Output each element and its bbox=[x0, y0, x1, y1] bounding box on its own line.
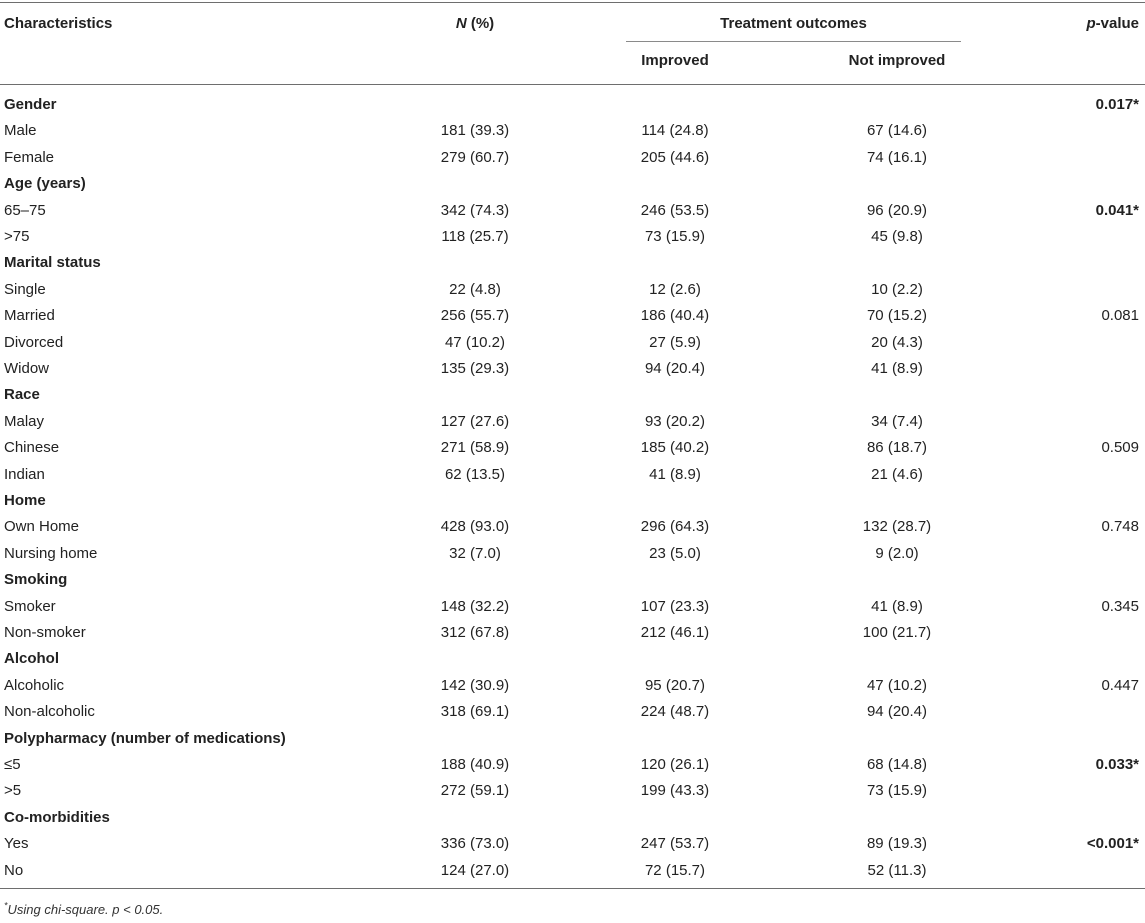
table-bottom-rule bbox=[0, 888, 1145, 889]
cell-not-improved: 89 (19.3) bbox=[866, 835, 928, 852]
cell-n-percent: 271 (58.9) bbox=[440, 439, 510, 456]
cell-n-percent: 118 (25.7) bbox=[441, 228, 509, 245]
cell-improved: 23 (5.0) bbox=[649, 545, 701, 562]
row-label: Chinese bbox=[4, 439, 60, 456]
header-n-rest: (%) bbox=[466, 15, 495, 32]
cell-improved: 73 (15.9) bbox=[644, 228, 706, 245]
cell-not-improved: 67 (14.6) bbox=[866, 122, 928, 139]
cell-not-improved: 94 (20.4) bbox=[866, 703, 928, 720]
cell-not-improved: 73 (15.9) bbox=[866, 782, 928, 799]
cell-not-improved: 100 (21.7) bbox=[862, 624, 932, 641]
cell-not-improved: 9 (2.0) bbox=[875, 545, 919, 562]
row-label: >75 bbox=[4, 228, 30, 245]
cell-improved: 296 (64.3) bbox=[640, 518, 710, 535]
cell-n-percent: 62 (13.5) bbox=[444, 466, 506, 483]
cell-not-improved: 96 (20.9) bbox=[866, 202, 928, 219]
row-label: Non-alcoholic bbox=[4, 703, 95, 720]
cell-not-improved: 86 (18.7) bbox=[866, 439, 928, 456]
row-label: 65–75 bbox=[4, 202, 46, 219]
cell-improved: 41 (8.9) bbox=[649, 466, 701, 483]
cell-improved: 205 (44.6) bbox=[640, 149, 710, 166]
row-label: Widow bbox=[4, 360, 50, 377]
group-heading: Home bbox=[4, 492, 46, 509]
cell-n-percent: 181 (39.3) bbox=[440, 122, 510, 139]
cell-improved: 224 (48.7) bbox=[640, 703, 710, 720]
row-label: Indian bbox=[4, 466, 45, 483]
table-footnote bbox=[4, 902, 163, 917]
cell-not-improved: 132 (28.7) bbox=[862, 518, 932, 535]
cell-n-percent: 124 (27.0) bbox=[440, 862, 510, 879]
footnote-text: Using chi-square. p < 0.05. bbox=[7, 902, 164, 917]
cell-not-improved: 41 (8.9) bbox=[871, 360, 923, 377]
cell-n-percent: 256 (55.7) bbox=[440, 307, 510, 324]
cell-n-percent: 127 (27.6) bbox=[440, 413, 510, 430]
cell-p-value: 0.447 bbox=[1101, 677, 1139, 694]
cell-p-value: 0.748 bbox=[1101, 518, 1139, 535]
cell-n-percent: 312 (67.8) bbox=[440, 624, 510, 641]
cell-n-percent: 142 (30.9) bbox=[440, 677, 510, 694]
cell-n-percent: 22 (4.8) bbox=[449, 281, 501, 298]
row-label: Alcoholic bbox=[4, 677, 65, 694]
header-n-italic: N bbox=[455, 15, 467, 32]
group-heading: Alcohol bbox=[4, 650, 59, 667]
header-not-improved: Not improved bbox=[848, 52, 946, 69]
cell-p-value: 0.033* bbox=[1095, 756, 1139, 773]
cell-improved: 27 (5.9) bbox=[649, 334, 701, 351]
cell-n-percent: 148 (32.2) bbox=[440, 598, 510, 615]
cell-p-value: 0.081 bbox=[1101, 307, 1139, 324]
cell-not-improved: 52 (11.3) bbox=[867, 862, 927, 879]
group-heading: Co-morbidities bbox=[4, 809, 110, 826]
cell-not-improved: 45 (9.8) bbox=[871, 228, 923, 245]
cell-improved: 95 (20.7) bbox=[644, 677, 706, 694]
cell-not-improved: 21 (4.6) bbox=[871, 466, 923, 483]
cell-p-value: <0.001* bbox=[1086, 835, 1139, 852]
cell-n-percent: 279 (60.7) bbox=[440, 149, 510, 166]
cell-n-percent: 318 (69.1) bbox=[440, 703, 510, 720]
cell-improved: 212 (46.1) bbox=[640, 624, 710, 641]
cell-improved: 93 (20.2) bbox=[644, 413, 706, 430]
cell-improved: 246 (53.5) bbox=[640, 202, 710, 219]
group-heading: Marital status bbox=[4, 254, 101, 271]
footnote-marker: * bbox=[4, 900, 8, 911]
header-p-value bbox=[1086, 15, 1139, 33]
cell-not-improved: 20 (4.3) bbox=[871, 334, 923, 351]
cell-improved: 185 (40.2) bbox=[640, 439, 710, 456]
row-label: Yes bbox=[4, 835, 29, 852]
group-heading: Polypharmacy (number of medications) bbox=[4, 730, 286, 747]
cell-n-percent: 272 (59.1) bbox=[440, 782, 510, 799]
cell-improved: 72 (15.7) bbox=[644, 862, 706, 879]
row-label: Non-smoker bbox=[4, 624, 86, 641]
cell-n-percent: 342 (74.3) bbox=[440, 202, 510, 219]
group-heading: Race bbox=[4, 386, 40, 403]
group-heading: Smoking bbox=[4, 571, 68, 588]
cell-improved: 120 (26.1) bbox=[640, 756, 710, 773]
treatment-outcomes-rule bbox=[626, 41, 961, 42]
header-p-italic: p bbox=[1086, 15, 1096, 32]
cell-p-value: 0.017* bbox=[1095, 96, 1139, 113]
row-label: ≤5 bbox=[4, 756, 21, 773]
cell-n-percent: 336 (73.0) bbox=[440, 835, 510, 852]
row-label: >5 bbox=[4, 782, 22, 799]
header-improved: Improved bbox=[641, 52, 709, 69]
header-bottom-rule bbox=[0, 84, 1145, 85]
cell-improved: 199 (43.3) bbox=[640, 782, 710, 799]
cell-p-value: 0.345 bbox=[1101, 598, 1139, 615]
cell-p-value: 0.509 bbox=[1101, 439, 1139, 456]
cell-improved: 114 (24.8) bbox=[641, 122, 709, 139]
cell-not-improved: 41 (8.9) bbox=[871, 598, 923, 615]
header-p-rest: -value bbox=[1095, 15, 1139, 32]
cell-improved: 186 (40.4) bbox=[640, 307, 710, 324]
row-label: Female bbox=[4, 149, 55, 166]
header-n-percent bbox=[360, 15, 590, 33]
cell-not-improved: 47 (10.2) bbox=[866, 677, 928, 694]
cell-p-value: 0.041* bbox=[1095, 202, 1139, 219]
row-label: Malay bbox=[4, 413, 45, 430]
group-heading: Age (years) bbox=[4, 175, 86, 192]
cell-not-improved: 34 (7.4) bbox=[871, 413, 923, 430]
header-treatment-outcomes: Treatment outcomes bbox=[720, 15, 867, 32]
row-label: Own Home bbox=[4, 518, 80, 535]
row-label: Smoker bbox=[4, 598, 56, 615]
row-label: No bbox=[4, 862, 24, 879]
row-label: Single bbox=[4, 281, 46, 298]
cell-not-improved: 68 (14.8) bbox=[866, 756, 928, 773]
cell-improved: 247 (53.7) bbox=[640, 835, 710, 852]
cell-not-improved: 10 (2.2) bbox=[871, 281, 923, 298]
row-label: Nursing home bbox=[4, 545, 98, 562]
cell-n-percent: 188 (40.9) bbox=[440, 756, 510, 773]
group-heading: Gender bbox=[4, 96, 57, 113]
row-label: Divorced bbox=[4, 334, 64, 351]
cell-not-improved: 74 (16.1) bbox=[866, 149, 928, 166]
row-label: Married bbox=[4, 307, 55, 324]
cell-improved: 107 (23.3) bbox=[640, 598, 710, 615]
cell-not-improved: 70 (15.2) bbox=[866, 307, 928, 324]
cell-improved: 12 (2.6) bbox=[649, 281, 701, 298]
row-label: Male bbox=[4, 122, 37, 139]
cell-n-percent: 32 (7.0) bbox=[449, 545, 501, 562]
cell-n-percent: 135 (29.3) bbox=[440, 360, 510, 377]
cell-n-percent: 428 (93.0) bbox=[440, 518, 510, 535]
cell-improved: 94 (20.4) bbox=[644, 360, 706, 377]
table-top-rule bbox=[0, 2, 1145, 3]
cell-n-percent: 47 (10.2) bbox=[444, 334, 506, 351]
header-characteristics: Characteristics bbox=[4, 15, 113, 32]
